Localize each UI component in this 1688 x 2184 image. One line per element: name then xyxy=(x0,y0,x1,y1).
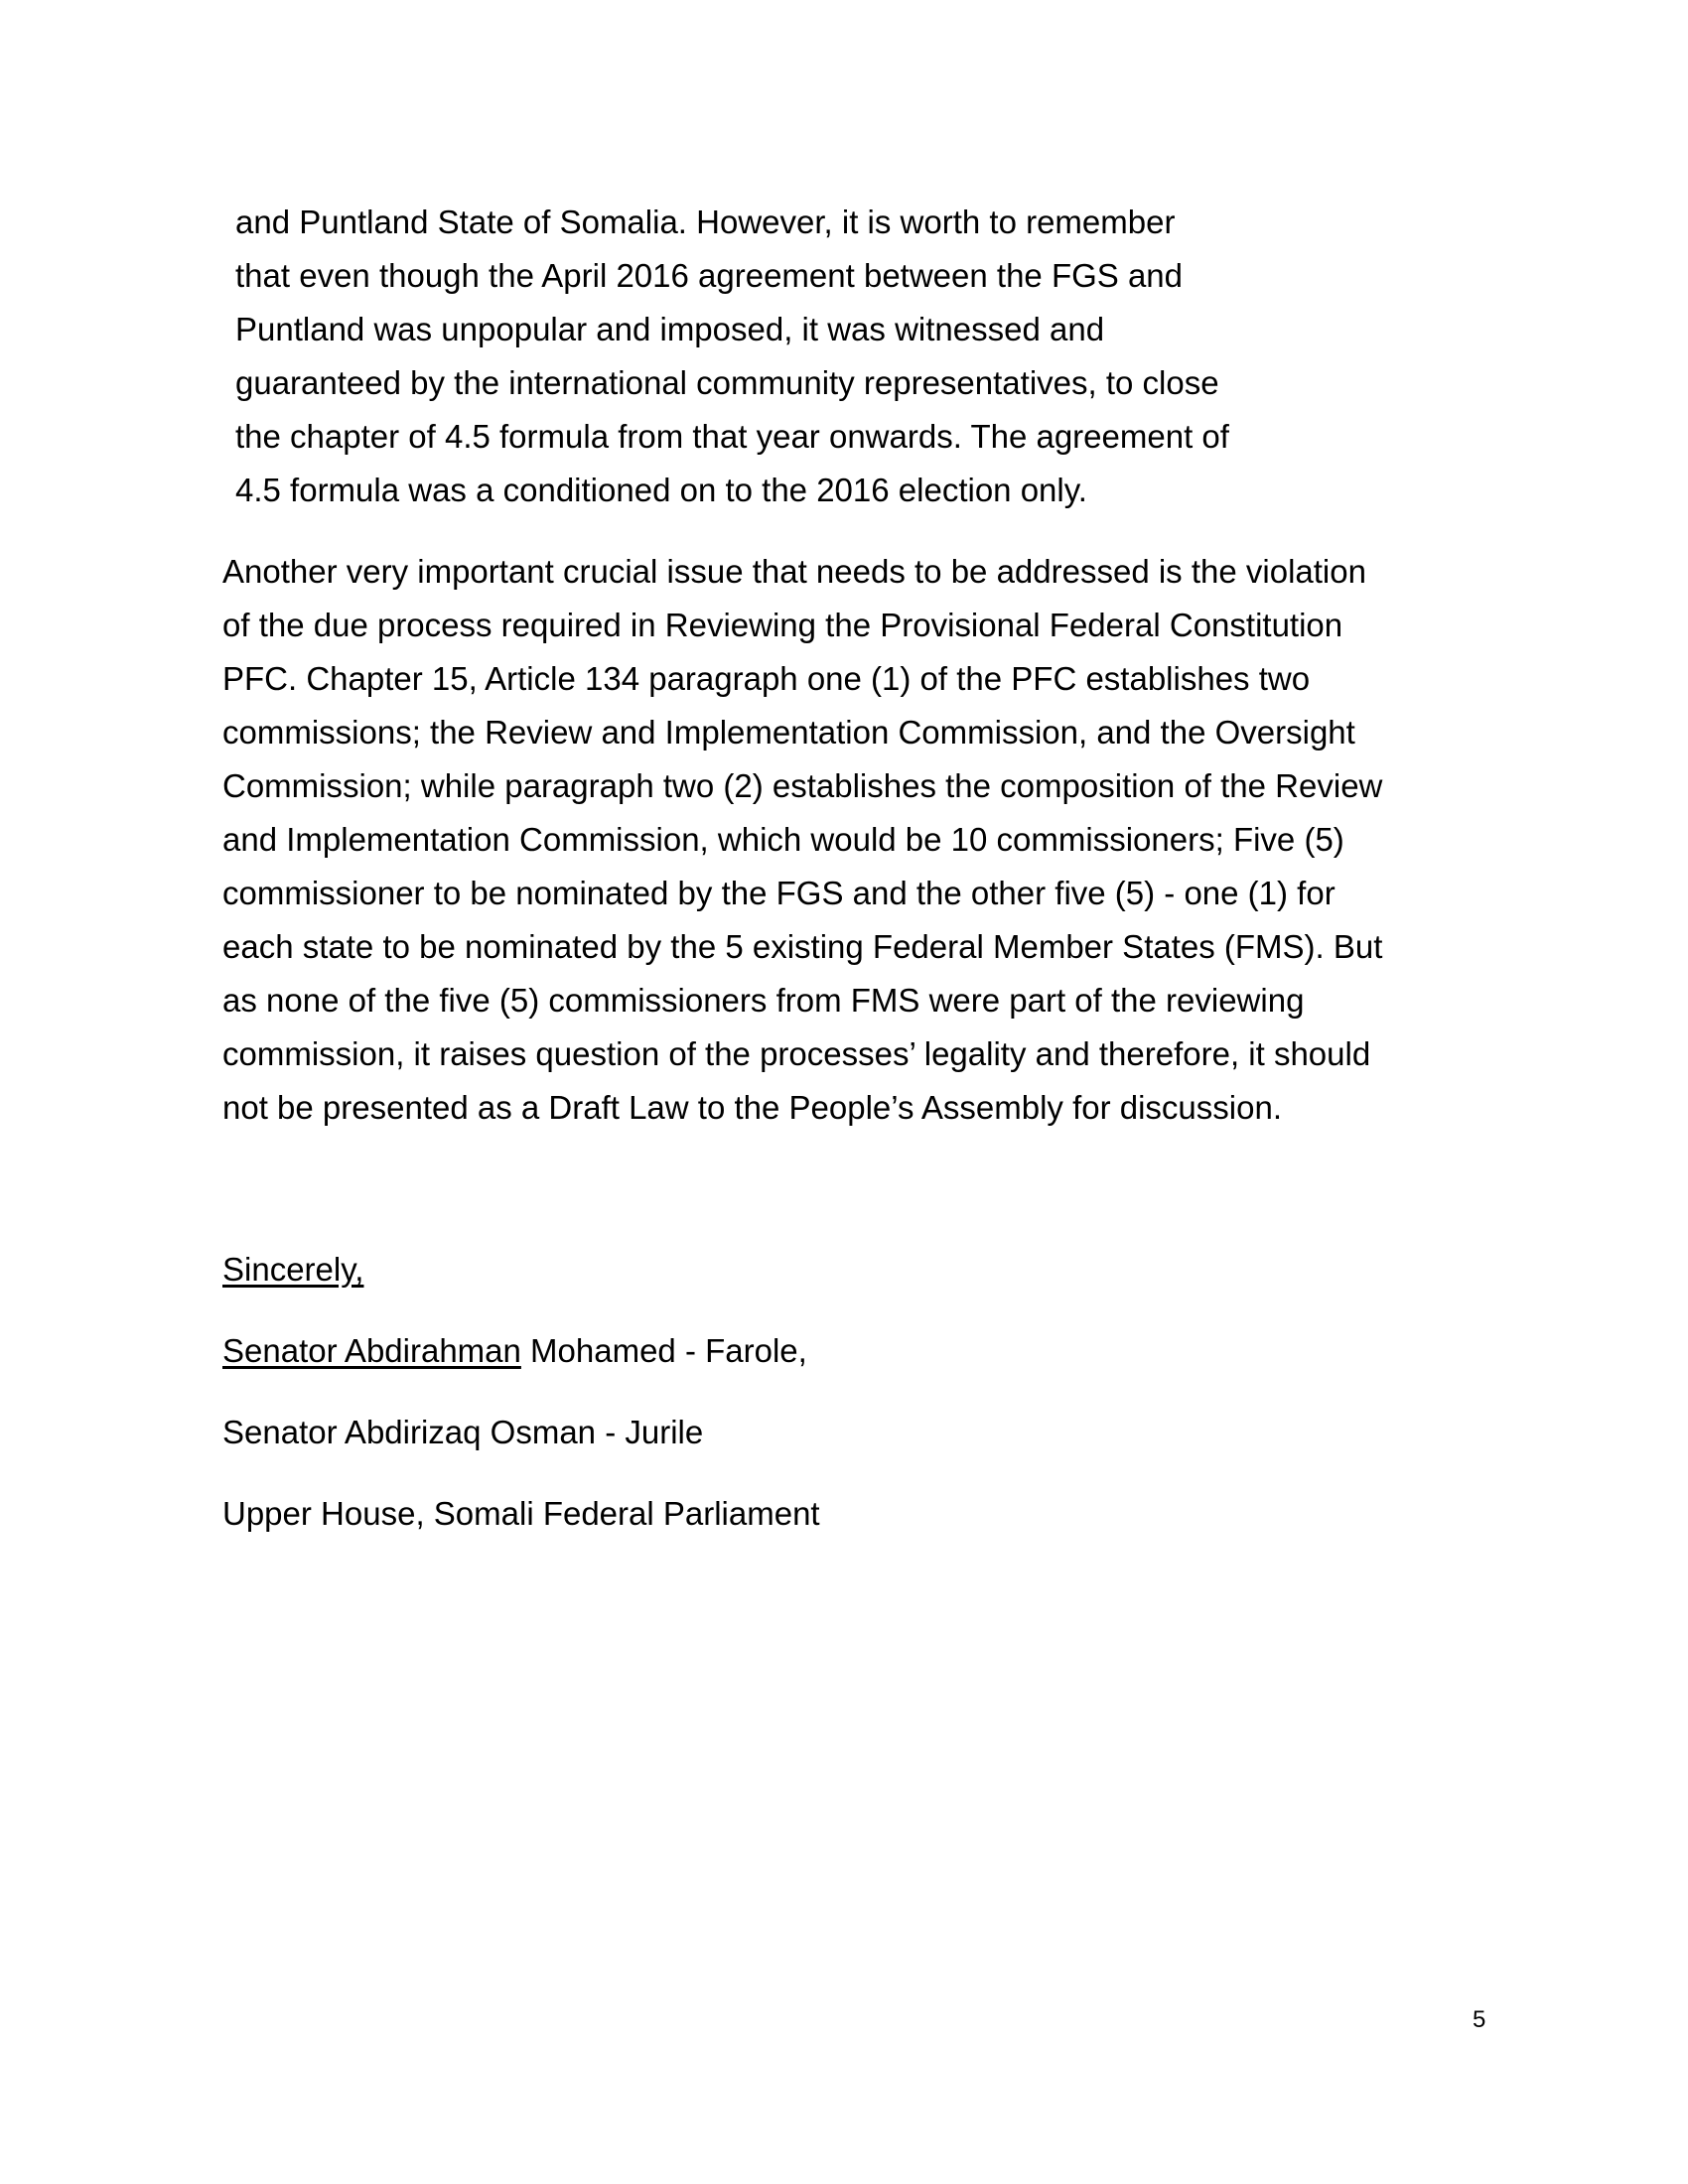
signatory-1 xyxy=(222,1331,807,1371)
paragraph-2-line: and Implementation Commission, which would be 10 commissioners; Five (5) xyxy=(222,821,1344,858)
paragraph-1-line: the chapter of 4.5 formula from that year onwards. The agreement of xyxy=(235,418,1229,455)
paragraph-2-line: commission, it raises question of the processes’ legality and therefore, it should xyxy=(222,1035,1371,1072)
paragraph-1-line: Puntland was unpopular and imposed, it was witnessed and xyxy=(235,311,1105,347)
signatory-1-rest: Mohamed - Farole, xyxy=(520,1332,807,1369)
paragraph-2-line: Commission; while paragraph two (2) establishes the composition of the Review xyxy=(222,767,1383,804)
paragraph-1-line: and Puntland State of Somalia. However, it is worth to remember xyxy=(235,204,1176,240)
signatory-1-underlined: Senator Abdirahman xyxy=(222,1332,521,1369)
salutation: Sincerely, xyxy=(222,1251,364,1288)
paragraph-2-line: not be presented as a Draft Law to the People’s Assembly for discussion. xyxy=(222,1089,1282,1126)
affiliation: Upper House, Somali Federal Parliament xyxy=(222,1495,820,1532)
paragraph-1-line: that even though the April 2016 agreement between the FGS and xyxy=(235,257,1184,294)
paragraph-1-line: guaranteed by the international community representatives, to close xyxy=(235,364,1219,401)
paragraph-2-line: each state to be nominated by the 5 existing Federal Member States (FMS). But xyxy=(222,928,1383,965)
paragraph-2-line: Another very important crucial issue that needs to be addressed is the violation xyxy=(222,553,1366,590)
paragraph-2-line: of the due process required in Reviewing the Provisional Federal Constitution xyxy=(222,607,1343,643)
paragraph-2-line: commissions; the Review and Implementation Commission, and the Oversight xyxy=(222,714,1355,751)
paragraph-2-line: PFC. Chapter 15, Article 134 paragraph one (1) of the PFC establishes two xyxy=(222,660,1311,697)
signatory-2: Senator Abdirizaq Osman - Jurile xyxy=(222,1414,704,1450)
page-number: 5 xyxy=(1473,2006,1486,2033)
paragraph-2-line: as none of the five (5) commissioners from FMS were part of the reviewing xyxy=(222,982,1305,1019)
paragraph-2-line: commissioner to be nominated by the FGS and the other five (5) - one (1) for xyxy=(222,875,1336,911)
paragraph-1-line: 4.5 formula was a conditioned on to the 2016 election only. xyxy=(235,472,1087,508)
